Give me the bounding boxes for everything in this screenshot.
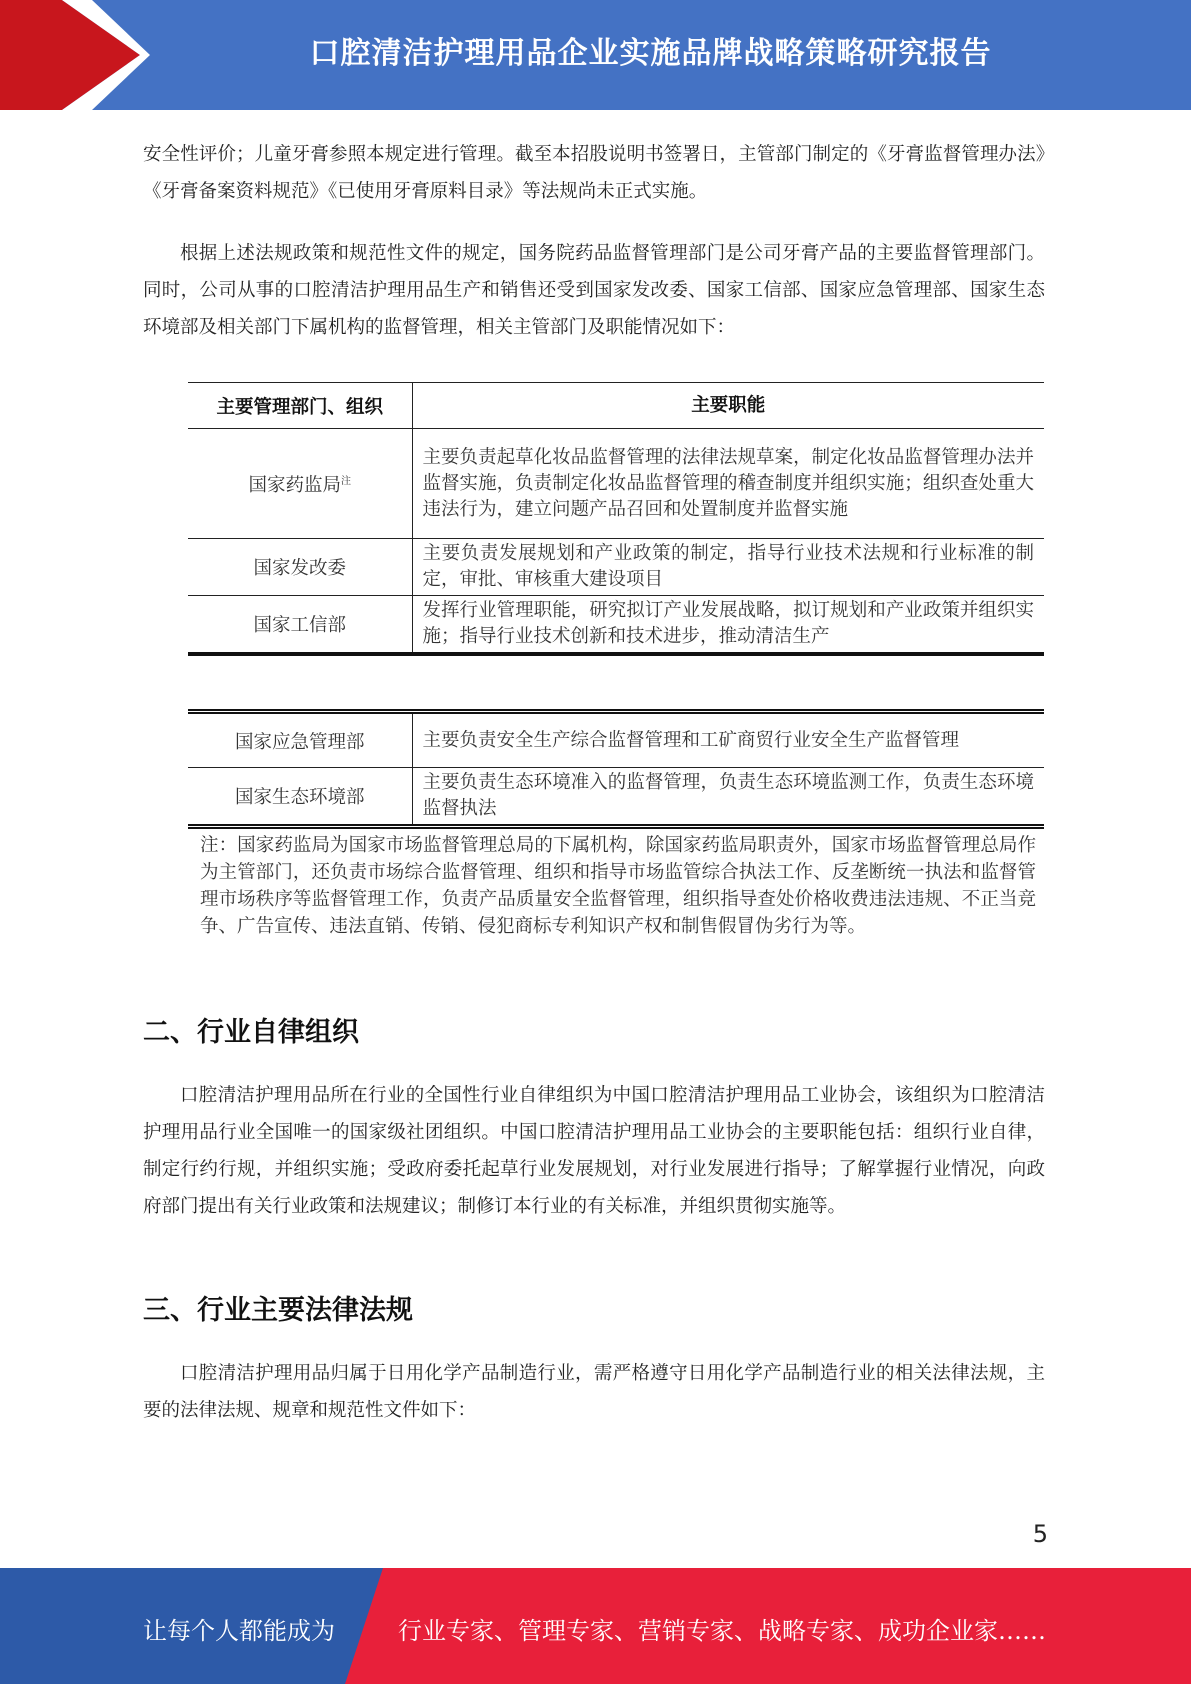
page-footer — [0, 1568, 1191, 1684]
table-row — [188, 768, 1044, 827]
table-cell-duty: 主要负责安全生产综合监督管理和工矿商贸行业安全生产监督管理 — [412, 712, 1044, 768]
table-row — [188, 539, 1044, 596]
table-row — [188, 429, 1044, 539]
regulators-table-part2 — [188, 709, 1044, 829]
table-cell-duty: 发挥行业管理职能，研究拟订产业发展战略，拟订规划和产业政策并组织实施；指导行业技术创新和技术进步，推动清洁生产 — [412, 596, 1044, 655]
table-cell-dept: 国家发改委 — [188, 539, 412, 596]
paragraph-regulators-intro: 根据上述法规政策和规范性文件的规定，国务院药品监督管理部门是公司牙膏产品的主要监督管理部门。同时，公司从事的口腔清洁护理用品生产和销售还受到国家发改委、国家工信部、国家应急管理部、国家生态环境部及相关部门下属机构的监督管理，相关主管部门及职能情况如下： — [143, 243, 1045, 338]
table-cell-dept: 国家工信部 — [188, 596, 412, 655]
paragraph-self-regulation: 口腔清洁护理用品所在行业的全国性行业自律组织为中国口腔清洁护理用品工业协会，该组织为口腔清洁护理用品行业全国唯一的国家级社团组织。中国口腔清洁护理用品工业协会的主要职能包括：组织行业自律，制定行约行规，并组织实施；受政府委托起草行业发展规划，对行业发展进行指导；了解掌握行业情况，向政府部门提出有关行业政策和法规建议；制修订本行业的有关标准，并组织贯彻实施等。 — [143, 1085, 1045, 1217]
page-number: 5 — [1032, 1520, 1048, 1548]
regulators-table-part1 — [188, 382, 1044, 656]
section-heading-self-regulation: 二、行业自律组织 — [143, 1017, 359, 1048]
page-header — [0, 0, 1191, 110]
footer-slogan-left: 让每个人都能成为 — [143, 1617, 335, 1645]
table-row — [188, 712, 1044, 768]
table-footnote: 注：国家药监局为国家市场监督管理总局的下属机构，除国家药监局职责外，国家市场监督管理总局作为主管部门，还负责市场综合监督管理、组织和指导市场监管综合执法工作、反垄断统一执法和监督管理市场秩序等监督管理工作，负责产品质量安全监督管理，组织指导查处价格收费违法违规、不正当竞争、广告宣传、违法直销、传销、侵犯商标专利知识产权和制售假冒伪劣行为等。 — [200, 835, 1036, 937]
section-heading-laws: 三、行业主要法律法规 — [143, 1295, 413, 1326]
report-title: 口腔清洁护理用品企业实施品牌战略策略研究报告 — [309, 36, 992, 71]
table-cell-dept: 国家药监局$^注$ — [188, 429, 412, 539]
table-header-dept: 主要管理部门、组织 — [188, 383, 412, 429]
table-cell-duty: 主要负责生态环境准入的监督管理，负责生态环境监测工作，负责生态环境监督执法 — [412, 768, 1044, 827]
table-header-duty: 主要职能 — [412, 383, 1044, 429]
table-row — [188, 596, 1044, 655]
table-cell-duty: 主要负责起草化妆品监督管理的法律法规草案，制定化妆品监督管理办法并监督实施，负责制定化妆品监督管理的稽查制度并组织实施；组织查处重大违法行为，建立问题产品召回和处置制度并监督实施 — [412, 429, 1044, 539]
paragraph-laws: 口腔清洁护理用品归属于日用化学产品制造行业，需严格遵守日用化学产品制造行业的相关法律法规，主要的法律法规、规章和规范性文件如下： — [143, 1363, 1045, 1421]
footer-slogan-right: 行业专家、管理专家、营销专家、战略专家、成功企业家…… — [398, 1617, 1046, 1645]
footnote-marker: 注 — [341, 475, 351, 487]
paragraph-toothpaste-regulation: 安全性评价；儿童牙膏参照本规定进行管理。截至本招股说明书签署日，主管部门制定的《牙膏监督管理办法》《牙膏备案资料规范》《已使用牙膏原料目录》等法规尚未正式实施。 — [143, 144, 1045, 202]
table-cell-dept: 国家生态环境部 — [188, 768, 412, 827]
table-cell-duty: 主要负责发展规划和产业政策的制定，指导行业技术法规和行业标准的制定，审批、审核重大建设项目 — [412, 539, 1044, 596]
table-cell-dept: 国家应急管理部 — [188, 712, 412, 768]
